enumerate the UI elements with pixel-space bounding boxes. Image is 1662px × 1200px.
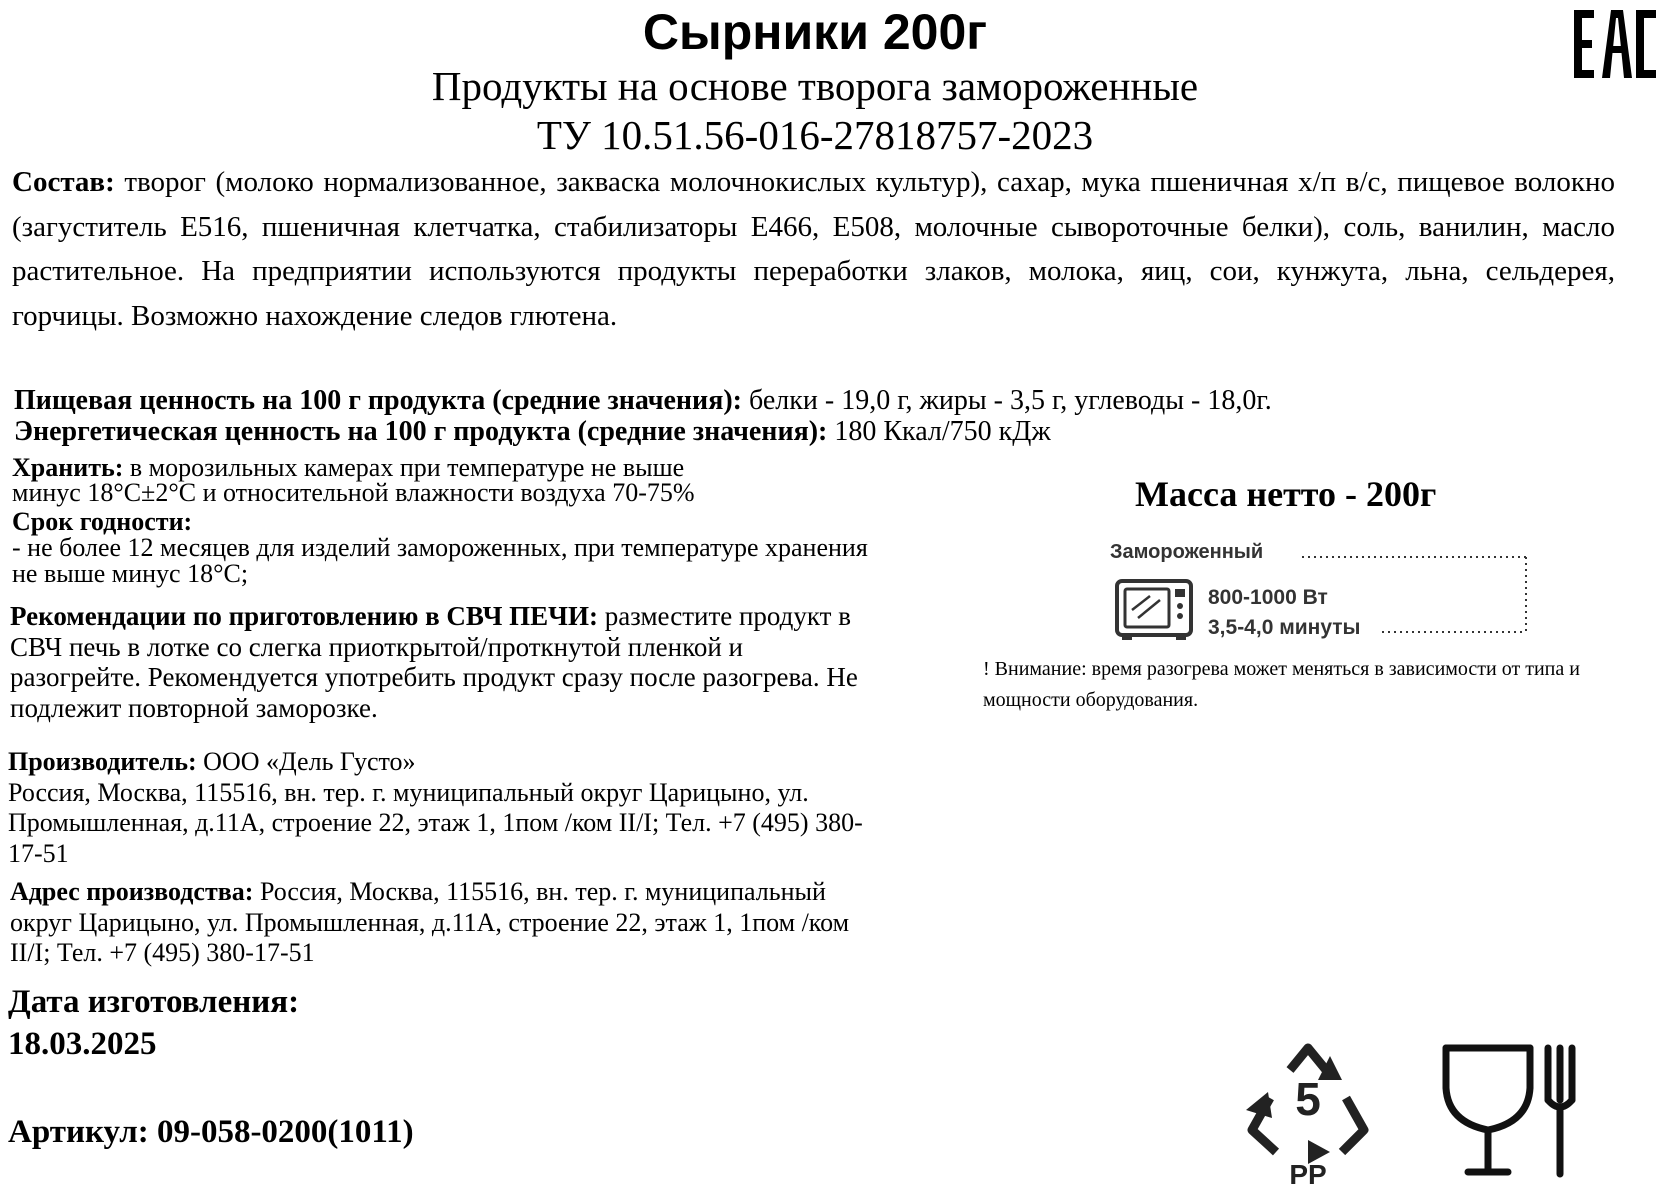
manufacture-date-label: Дата изготовления: (8, 984, 300, 1020)
microwave-text: разместите продукт в СВЧ печь в лотке со слегка приоткрытой/проткнутой пленкой и разогрейте. Рекомендуется употребить продукт сразу после разогрева. Не подлежит повторной заморозке. (10, 601, 858, 723)
nutrition-label: Пищевая ценность на 100 г продукта (средние значения): (14, 385, 742, 416)
production-address-label: Адрес производства: (10, 877, 254, 906)
shelf-life-line-1: - не более 12 месяцев для изделий замороженных, при температуре хранения (12, 533, 868, 562)
article-label: Артикул: (8, 1114, 149, 1150)
heating-power: 800-1000 Вт (1208, 586, 1328, 609)
heating-time: 3,5-4,0 минуты (1208, 616, 1361, 639)
manufacturer-name: ООО «Дель Густо» (196, 747, 416, 776)
composition (12, 160, 1615, 338)
composition-label: Состав: (12, 166, 115, 198)
energy-label: Энергетическая ценность на 100 г продукта (средние значения): (14, 416, 828, 447)
manufacturer (8, 747, 888, 869)
nutrition-text: белки - 19,0 г, жиры - 3,5 г, углеводы - 18,0г. (742, 385, 1272, 416)
shelf-life (12, 509, 1062, 587)
recycle-material: PP (1289, 1159, 1327, 1190)
article-value: 09-058-0200(1011) (148, 1114, 414, 1150)
nutrition-value (14, 386, 1272, 416)
storage-label: Хранить: (12, 453, 124, 482)
net-weight: Масса нетто - 200г (1135, 474, 1437, 514)
storage-conditions (12, 455, 912, 505)
manufacturer-label: Производитель: (8, 747, 197, 776)
eac-mark-icon (1572, 8, 1662, 80)
recycle-icon (1238, 1040, 1378, 1190)
microwave-label: Рекомендации по приготовлению в СВЧ ПЕЧИ: (10, 601, 598, 631)
article-number (8, 1112, 414, 1152)
production-address-text: Россия, Москва, 115516, вн. тер. г. муниципальный округ Царицыно, ул. Промышленная, д.11А, строение 22, этаж 1, 1пом /ком II/I; Тел. +7 (495) 380-17-51 (10, 877, 850, 967)
product-title: Сырники 200г (642, 4, 988, 60)
heating-instructions (1110, 540, 1530, 650)
microwave-icon (1114, 578, 1194, 642)
recycle-code: 5 (1295, 1073, 1321, 1125)
energy-text: 180 Ккал/750 кДж (827, 416, 1051, 447)
storage-line-1: в морозильных камерах при температуре не выше (123, 453, 685, 482)
heating-state: Замороженный (1110, 541, 1264, 563)
shelf-life-line-2: не выше минус 18°C; (12, 559, 249, 588)
shelf-life-label: Срок годности: (12, 507, 193, 536)
storage-line-2: минус 18°C±2°C и относительной влажности воздуха 70-75% (12, 478, 695, 507)
manufacturer-address: Россия, Москва, 115516, вн. тер. г. муниципальный округ Царицыно, ул. Промышленная, д.11А, строение 22, этаж 1, 1пом /ком II/I; Тел. +7 (495) 380-17-51 (8, 777, 863, 868)
product-subtitle: Продукты на основе творога замороженные (431, 63, 1199, 109)
technical-standard: ТУ 10.51.56-016-27818757-2023 (536, 112, 1094, 158)
manufacture-date-value: 18.03.2025 (8, 1026, 157, 1062)
microwave-recommendations (10, 601, 880, 723)
composition-text: творог (молоко нормализованное, закваска молочнокислых культур), сахар, мука пшеничная х/п в/с, пищевое волокно (загуститель Е516, пшеничная клетчатка, стабилизаторы Е466, Е508, молочные сывороточные белки), соль, ванилин, масло растительное. На предприятии используются продукты переработки злаков, молока, яиц, сои, кунжута, льна, сельдерея, горчицы. Возможно нахождение следов глютена. (12, 166, 1615, 332)
glass-fork-icon (1440, 1040, 1580, 1180)
energy-value (14, 417, 1051, 447)
heating-warning: ! Внимание: время разогрева может меняться в зависимости от типа и мощности оборудования. (983, 658, 1580, 711)
production-address (10, 877, 850, 969)
